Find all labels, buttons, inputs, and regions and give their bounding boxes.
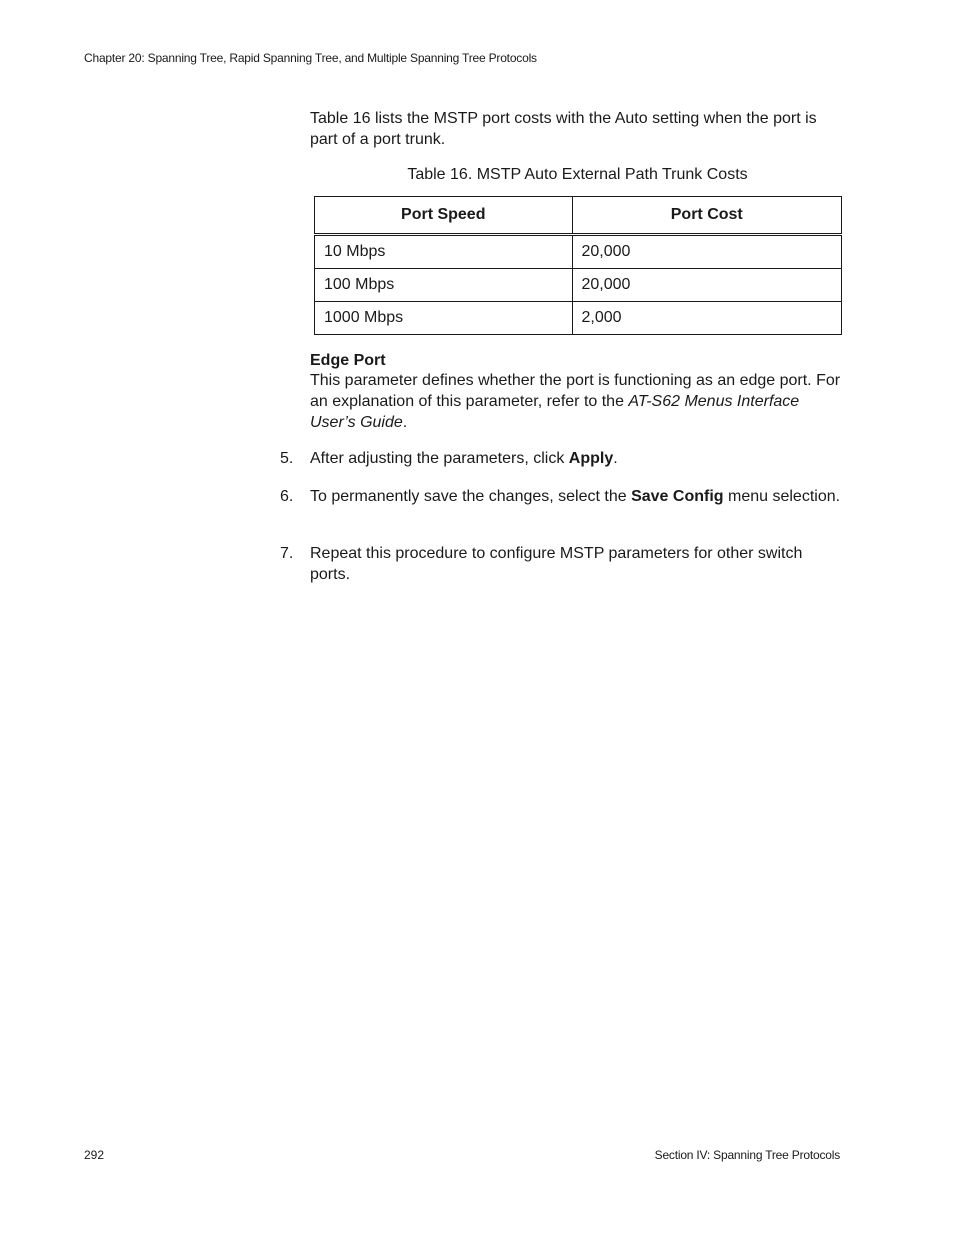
table-header-row [315,197,842,235]
cell-port-cost: 2,000 [572,302,842,335]
page-number: 292 [84,1148,105,1162]
step-text-part: menu selection. [723,488,841,505]
save-config-label: Save Config [631,488,724,505]
cell-port-cost: 20,000 [572,235,842,269]
edge-port-heading: Edge Port [310,352,386,369]
step-7 [280,543,845,585]
edge-port-text: This parameter defines whether the port is functioning as an edge port. For an explanation of this parameter, refer to the [310,372,841,410]
step-text [310,486,845,507]
table-row [315,269,842,302]
edge-port-description [310,370,845,433]
intro-paragraph: Table 16 lists the MSTP port costs with the Auto setting when the port is part of a port trunk. [310,110,817,148]
table-row [315,302,842,335]
step-6 [280,486,845,507]
step-number: 5. [280,450,294,467]
step-text-part: . [613,450,618,467]
table-caption: Table 16. MSTP Auto External Path Trunk Costs [407,166,748,183]
edge-port-text-end: . [402,414,408,431]
port-cost-table [314,196,842,335]
section-footer: Section IV: Spanning Tree Protocols [654,1148,840,1162]
step-number: 7. [280,545,294,562]
apply-label: Apply [568,450,614,467]
step-text [310,448,845,469]
step-text-part: After adjusting the parameters, click [310,450,569,467]
cell-port-speed: 1000 Mbps [315,302,573,335]
step-text-part: Repeat this procedure to configure MSTP parameters for other switch ports. [310,545,803,583]
cell-port-speed: 100 Mbps [315,269,573,302]
column-header-port-cost: Port Cost [572,197,842,235]
cell-port-speed: 10 Mbps [315,235,573,269]
step-text-part: To permanently save the changes, select the [310,488,632,505]
running-header: Chapter 20: Spanning Tree, Rapid Spanning Tree, and Multiple Spanning Tree Protocols [84,51,537,65]
cell-port-cost: 20,000 [572,269,842,302]
step-text [310,543,845,585]
table-row [315,235,842,269]
guide-title: AT-S62 Menus Interface User’s Guide [310,393,800,431]
step-number: 6. [280,488,294,505]
step-5 [280,448,845,469]
column-header-port-speed: Port Speed [315,197,573,235]
